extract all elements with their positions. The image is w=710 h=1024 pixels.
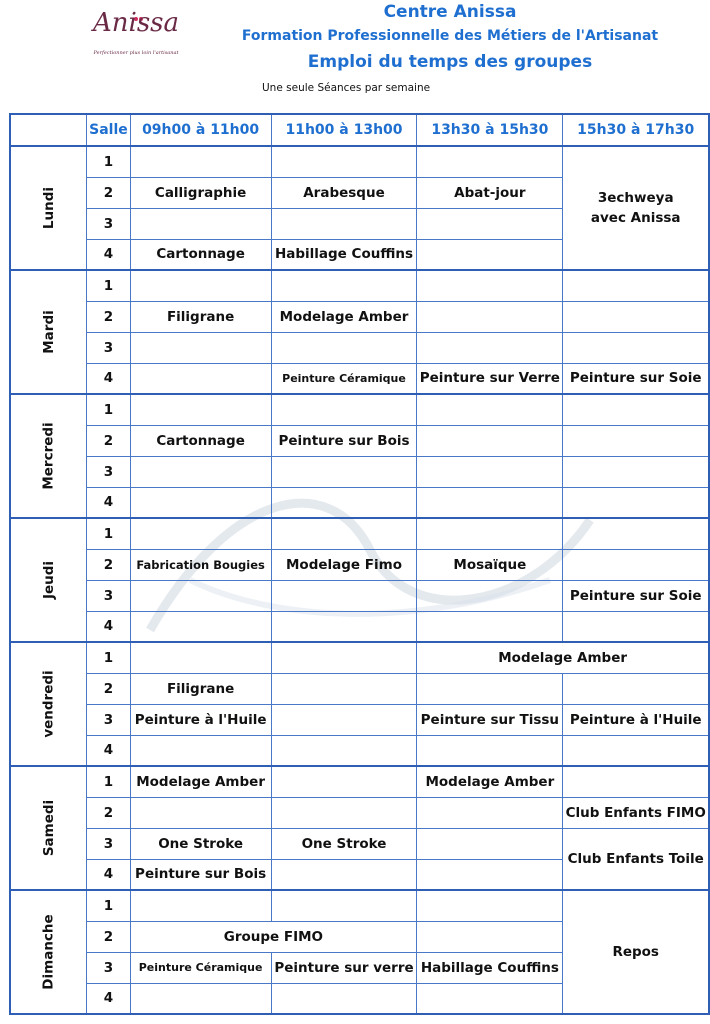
cell: Cartonnage xyxy=(130,239,271,270)
cell: Peinture à l'Huile xyxy=(563,704,709,735)
cell: Modelage Amber xyxy=(271,301,417,332)
day-vendredi: vendredi xyxy=(10,642,87,766)
cell xyxy=(130,394,271,425)
cell xyxy=(130,487,271,518)
cell xyxy=(271,890,417,921)
room-number: 4 xyxy=(87,487,130,518)
room-number: 3 xyxy=(87,704,130,735)
room-number: 3 xyxy=(87,456,130,487)
cell: Peinture sur verre xyxy=(271,952,417,983)
cell xyxy=(563,549,709,580)
room-number: 1 xyxy=(87,642,130,673)
cell: Peinture à l'Huile xyxy=(130,704,271,735)
cell xyxy=(130,580,271,611)
cell xyxy=(417,394,563,425)
room-number: 1 xyxy=(87,766,130,797)
cell xyxy=(130,890,271,921)
cell xyxy=(417,890,563,921)
salle-header: Salle xyxy=(87,114,130,146)
cell xyxy=(130,518,271,549)
cell xyxy=(417,239,563,270)
room-number: 1 xyxy=(87,394,130,425)
room-number: 4 xyxy=(87,859,130,890)
cell xyxy=(417,859,563,890)
slot-header-4: 15h30 à 17h30 xyxy=(563,114,709,146)
cell xyxy=(417,301,563,332)
cell: Peinture sur Bois xyxy=(271,425,417,456)
cell xyxy=(130,735,271,766)
cell xyxy=(271,332,417,363)
logo-tagline: Perfectionner plus loin l'artisanat xyxy=(93,50,179,56)
room-number: 4 xyxy=(87,983,130,1014)
day-dimanche: Dimanche xyxy=(10,890,87,1014)
cell xyxy=(271,673,417,704)
cell xyxy=(271,735,417,766)
cell xyxy=(271,766,417,797)
cell xyxy=(130,611,271,642)
cell xyxy=(271,394,417,425)
cell: One Stroke xyxy=(271,828,417,859)
cell xyxy=(563,611,709,642)
room-number: 2 xyxy=(87,425,130,456)
cell xyxy=(417,332,563,363)
cell xyxy=(130,270,271,301)
cell xyxy=(271,611,417,642)
cell xyxy=(417,146,563,177)
corner-cell xyxy=(10,114,87,146)
page-subtitle: Formation Professionnelle des Métiers de l'Artisanat xyxy=(241,28,659,44)
cell xyxy=(563,766,709,797)
cell xyxy=(417,425,563,456)
cell: Peinture sur Bois xyxy=(130,859,271,890)
cell xyxy=(417,487,563,518)
room-number: 2 xyxy=(87,301,130,332)
cell xyxy=(271,518,417,549)
cell: Fabrication Bougies xyxy=(130,549,271,580)
cell xyxy=(563,487,709,518)
cell xyxy=(417,797,563,828)
room-number: 1 xyxy=(87,146,130,177)
cell-line: avec Anissa xyxy=(590,210,681,226)
room-number: 2 xyxy=(87,549,130,580)
cell xyxy=(271,456,417,487)
cell xyxy=(271,146,417,177)
cell xyxy=(130,642,271,673)
schedule-table xyxy=(9,113,710,1015)
cell xyxy=(563,456,709,487)
room-number: 3 xyxy=(87,828,130,859)
cell: Peinture sur Tissu xyxy=(417,704,563,735)
cell xyxy=(271,270,417,301)
cell: Peinture Céramique xyxy=(271,363,417,394)
cell: Modelage Fimo xyxy=(271,549,417,580)
cell xyxy=(417,518,563,549)
cell xyxy=(417,828,563,859)
slot-header-3: 13h30 à 15h30 xyxy=(417,114,563,146)
cell xyxy=(417,673,563,704)
logo-text: Anissa xyxy=(92,8,180,38)
cell-lundi-s4 xyxy=(563,146,709,270)
room-number: 4 xyxy=(87,239,130,270)
cell xyxy=(271,983,417,1014)
cell xyxy=(563,518,709,549)
cell: Modelage Amber xyxy=(130,766,271,797)
cell: Cartonnage xyxy=(130,425,271,456)
cell: Habillage Couffins xyxy=(271,239,417,270)
cell xyxy=(563,394,709,425)
page-title: Centre Anissa xyxy=(383,2,517,22)
cell xyxy=(271,580,417,611)
cell xyxy=(130,797,271,828)
cell xyxy=(563,270,709,301)
cell xyxy=(130,208,271,239)
cell: Peinture sur Soie xyxy=(563,580,709,611)
cell xyxy=(417,208,563,239)
room-number: 2 xyxy=(87,673,130,704)
cell: Mosaïque xyxy=(417,549,563,580)
schedule-note: Une seule Séances par semaine xyxy=(262,82,431,94)
cell: Peinture sur Soie xyxy=(563,363,709,394)
cell-dimanche-s4: Repos xyxy=(563,890,709,1014)
day-mardi: Mardi xyxy=(10,270,87,394)
cell xyxy=(563,332,709,363)
cell xyxy=(417,735,563,766)
room-number: 4 xyxy=(87,611,130,642)
cell: Groupe FIMO xyxy=(130,921,417,952)
cell: Modelage Amber xyxy=(417,766,563,797)
cell xyxy=(130,146,271,177)
cell xyxy=(130,332,271,363)
day-samedi: Samedi xyxy=(10,766,87,890)
cell xyxy=(130,363,271,394)
cell xyxy=(563,301,709,332)
cell: Arabesque xyxy=(271,177,417,208)
cell: Club Enfants FIMO xyxy=(563,797,709,828)
room-number: 2 xyxy=(87,921,130,952)
day-lundi: Lundi xyxy=(10,146,87,270)
room-number: 2 xyxy=(87,797,130,828)
cell: Calligraphie xyxy=(130,177,271,208)
cell xyxy=(271,208,417,239)
cell: Filigrane xyxy=(130,673,271,704)
cell xyxy=(563,673,709,704)
room-number: 3 xyxy=(87,332,130,363)
cell xyxy=(417,456,563,487)
room-number: 3 xyxy=(87,952,130,983)
cell: Habillage Couffins xyxy=(417,952,563,983)
cell xyxy=(563,735,709,766)
room-number: 4 xyxy=(87,363,130,394)
page-heading: Emploi du temps des groupes xyxy=(307,52,593,72)
cell: Abat-jour xyxy=(417,177,563,208)
cell xyxy=(271,859,417,890)
cell xyxy=(417,983,563,1014)
slot-header-1: 09h00 à 11h00 xyxy=(130,114,271,146)
cell xyxy=(271,642,417,673)
cell: One Stroke xyxy=(130,828,271,859)
cell xyxy=(417,921,563,952)
cell xyxy=(130,983,271,1014)
room-number: 1 xyxy=(87,270,130,301)
cell: Modelage Amber xyxy=(417,642,709,673)
cell xyxy=(563,425,709,456)
cell xyxy=(271,704,417,735)
cell xyxy=(271,487,417,518)
cell xyxy=(417,611,563,642)
day-mercredi: Mercredi xyxy=(10,394,87,518)
cell: Peinture Céramique xyxy=(130,952,271,983)
cell: Peinture sur Verre xyxy=(417,363,563,394)
room-number: 1 xyxy=(87,518,130,549)
cell xyxy=(417,580,563,611)
room-number: 2 xyxy=(87,177,130,208)
slot-header-2: 11h00 à 13h00 xyxy=(271,114,417,146)
room-number: 3 xyxy=(87,208,130,239)
room-number: 1 xyxy=(87,890,130,921)
cell xyxy=(130,456,271,487)
room-number: 3 xyxy=(87,580,130,611)
cell: Filigrane xyxy=(130,301,271,332)
cell xyxy=(417,270,563,301)
cell xyxy=(271,797,417,828)
cell: Club Enfants Toile xyxy=(563,828,709,890)
room-number: 4 xyxy=(87,735,130,766)
cell-line: 3echweya xyxy=(597,190,674,206)
day-jeudi: Jeudi xyxy=(10,518,87,642)
